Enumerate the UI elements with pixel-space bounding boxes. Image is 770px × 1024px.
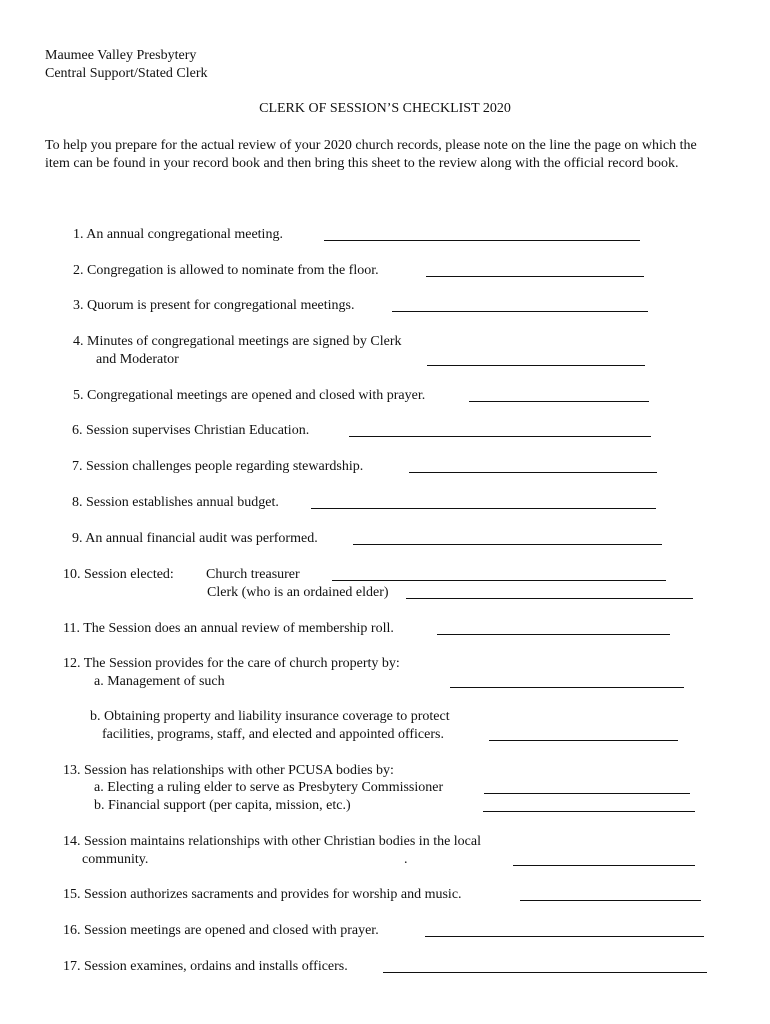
- item-2: 2. Congregation is allowed to nominate from the floor.: [73, 263, 379, 278]
- page-line-13b[interactable]: [483, 811, 695, 812]
- item-13b: b. Financial support (per capita, mission, etc.): [94, 798, 351, 813]
- page-line-13a[interactable]: [484, 793, 690, 794]
- item-13: 13. Session has relationships with other PCUSA bodies by:: [63, 763, 394, 778]
- item-10-treasurer: Church treasurer: [206, 567, 300, 582]
- item-8: 8. Session establishes annual budget.: [72, 495, 279, 510]
- item-13a: a. Electing a ruling elder to serve as Presbytery Commissioner: [94, 780, 444, 795]
- item-14-cont: community.: [82, 852, 149, 867]
- item-11: 11. The Session does an annual review of membership roll.: [63, 621, 394, 636]
- dept-name: Central Support/Stated Clerk: [45, 66, 208, 81]
- item-14-dot: .: [404, 852, 408, 867]
- item-12a: a. Management of such: [94, 674, 225, 689]
- page-line-8[interactable]: [311, 508, 656, 509]
- page-line-1[interactable]: [324, 240, 640, 241]
- item-4: 4. Minutes of congregational meetings are signed by Clerk: [73, 334, 402, 349]
- item-5: 5. Congregational meetings are opened and closed with prayer.: [73, 388, 426, 403]
- item-16: 16. Session meetings are opened and closed with prayer.: [63, 923, 379, 938]
- org-name: Maumee Valley Presbytery: [45, 48, 197, 63]
- page-line-5[interactable]: [469, 401, 649, 402]
- page-line-3[interactable]: [392, 311, 648, 312]
- intro-paragraph: To help you prepare for the actual review of your 2020 church records, please note on the line the page on which the item can be found in your record book and then bring this sheet to the review along with the official record book.: [45, 138, 697, 171]
- page-line-12a[interactable]: [450, 687, 684, 688]
- item-12b-cont: facilities, programs, staff, and elected and appointed officers.: [102, 727, 444, 742]
- page-line-15[interactable]: [520, 900, 701, 901]
- page-line-9[interactable]: [353, 544, 662, 545]
- item-14: 14. Session maintains relationships with other Christian bodies in the local: [63, 834, 482, 849]
- item-17: 17. Session examines, ordains and installs officers.: [63, 959, 348, 974]
- page-line-11[interactable]: [437, 634, 670, 635]
- page-line-7[interactable]: [409, 472, 657, 473]
- page-line-10a[interactable]: [332, 580, 666, 581]
- item-1: 1. An annual congregational meeting.: [73, 227, 283, 242]
- page-line-2[interactable]: [426, 276, 644, 277]
- item-10: 10. Session elected:: [63, 567, 174, 582]
- item-3: 3. Quorum is present for congregational meetings.: [73, 298, 355, 313]
- page-line-12b[interactable]: [489, 740, 678, 741]
- page-line-10b[interactable]: [406, 598, 693, 599]
- page-line-6[interactable]: [349, 436, 651, 437]
- item-4-cont: and Moderator: [96, 352, 179, 367]
- page-title: CLERK OF SESSION’S CHECKLIST 2020: [259, 101, 511, 116]
- page-line-4[interactable]: [427, 365, 645, 366]
- page-line-14[interactable]: [513, 865, 695, 866]
- item-15: 15. Session authorizes sacraments and provides for worship and music.: [63, 887, 462, 902]
- page-line-17[interactable]: [383, 972, 707, 973]
- item-9: 9. An annual financial audit was performed.: [72, 531, 318, 546]
- item-10-clerk: Clerk (who is an ordained elder): [207, 585, 389, 600]
- page-line-16[interactable]: [425, 936, 704, 937]
- item-12b: b. Obtaining property and liability insurance coverage to protect: [90, 709, 450, 724]
- item-7: 7. Session challenges people regarding stewardship.: [72, 459, 364, 474]
- item-12: 12. The Session provides for the care of church property by:: [63, 656, 400, 671]
- item-6: 6. Session supervises Christian Education.: [72, 423, 310, 438]
